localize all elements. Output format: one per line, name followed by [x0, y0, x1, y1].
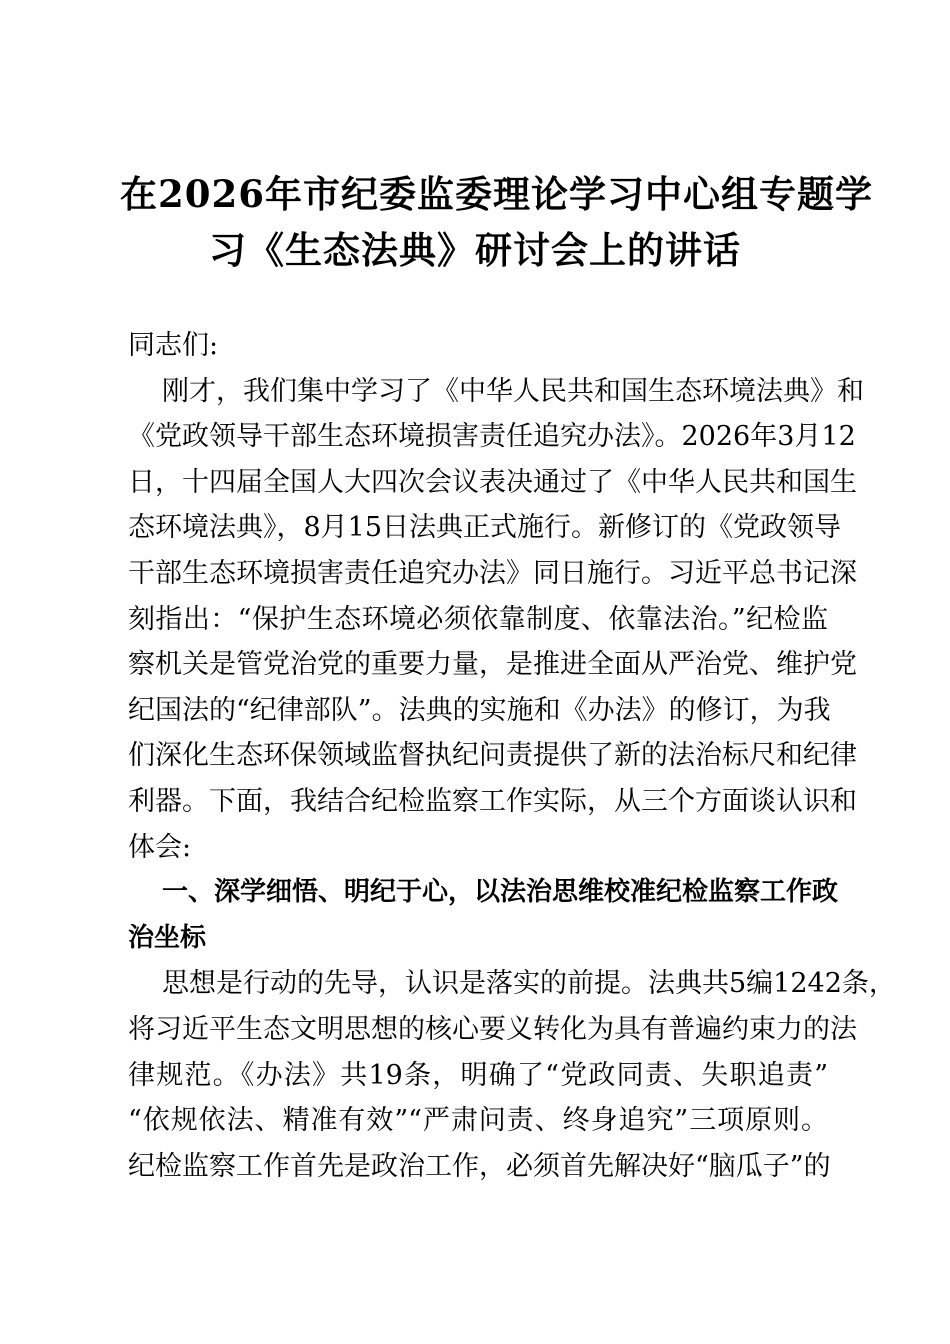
paragraph-line: “依规依法、精准有效”“严肃问责、终身追究”三项原则。: [128, 1105, 828, 1137]
paragraph-line: 纪国法的“纪律部队”。法典的实施和《办法》的修订，为我: [128, 694, 831, 726]
paragraph-line: 利器。下面，我结合纪检监察工作实际，从三个方面谈认识和: [128, 785, 857, 817]
paragraph-line: 纪检监察工作首先是政治工作，必须首先解决好“脑瓜子”的: [128, 1150, 831, 1182]
section-heading-line: 治坐标: [128, 922, 207, 953]
salutation: 同志们:: [128, 330, 219, 361]
paragraph-line: 们深化生态环保领域监督执纪问责提供了新的法治标尺和纪律: [128, 740, 857, 772]
paragraph-line: 体会:: [128, 831, 192, 863]
paragraph-line: 日，十四届全国人大四次会议表决通过了《中华人民共和国生: [128, 466, 857, 498]
paragraph-line: 干部生态环境损害责任追究办法》同日施行。习近平总书记深: [128, 557, 857, 589]
title-line: 在2026年市纪委监委理论学习中心组专题学: [120, 172, 873, 216]
paragraph-line: 刚才，我们集中学习了《中华人民共和国生态环境法典》和: [162, 375, 864, 407]
paragraph-line: 察机关是管党治党的重要力量，是推进全面从严治党、维护党: [128, 649, 857, 681]
paragraph-line: 态环境法典》，8月15日法典正式施行。新修订的《党政领导: [128, 512, 842, 544]
paragraph-line: 将习近平生态文明思想的核心要义转化为具有普遍约束力的法: [128, 1013, 857, 1045]
document-body: [128, 323, 896, 1189]
section-heading-line: 一、深学细悟、明纪于心，以法治思维校准纪检监察工作政: [162, 877, 839, 908]
paragraph-line: 思想是行动的先导，认识是落实的前提。法典共5编1242条，: [162, 968, 896, 1000]
paragraph-line: 刻指出：“保护生态环境必须依靠制度、依靠法治。”纪检监: [128, 603, 828, 635]
paragraph-line: 律规范。《办法》共19条，明确了“党政同责、失职追责”: [128, 1059, 828, 1091]
title-line: 习《生态法典》研讨会上的讲话: [209, 228, 741, 272]
paragraph-line: 《党政领导干部生态环境损害责任追究办法》。2026年3月12: [128, 421, 856, 453]
document-title: [120, 166, 873, 278]
